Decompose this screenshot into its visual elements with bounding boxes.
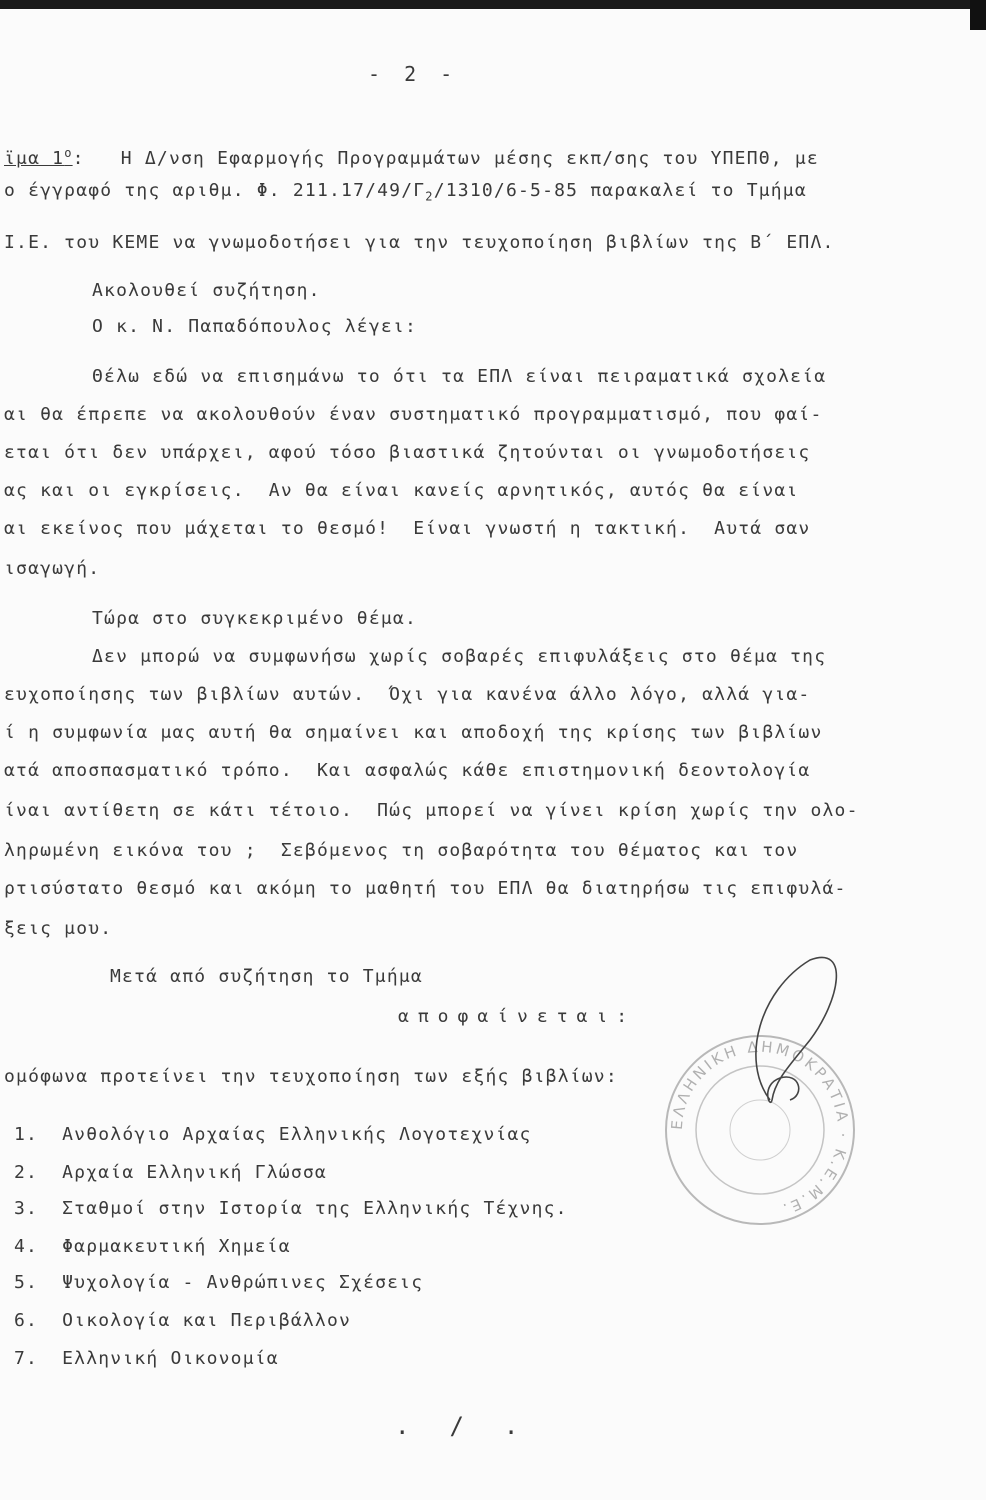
decision-decides: αποφαίνεται:	[398, 1006, 637, 1027]
speech-line: ξεις μου.	[4, 918, 113, 939]
book-item: 5. Ψυχολογία - Ανθρώπινες Σχέσεις	[14, 1272, 424, 1293]
page-number: - 2 -	[368, 62, 459, 86]
continuation-mark: ./.	[395, 1412, 559, 1440]
book-item: 7. Ελληνική Οικονομία	[14, 1348, 279, 1369]
book-item: 1. Ανθολόγιο Αρχαίας Ελληνικής Λογοτεχνίας	[14, 1124, 532, 1145]
speech-line: Τώρα στο συγκεκριμένο θέμα.	[92, 608, 417, 629]
book-item: 6. Οικολογία και Περιβάλλον	[14, 1310, 352, 1331]
speech-line: αι εκείνος που μάχεται το θεσμό! Είναι γνωστή η τακτική. Αυτά σαν	[4, 518, 811, 539]
scan-corner-mark	[970, 0, 986, 30]
speech-line: ατά αποσπασματικό τρόπο. Και ασφαλώς κάθε επιστημονική δεοντολογία	[4, 760, 811, 781]
discussion-follows: Ακολουθεί συζήτηση.	[92, 280, 321, 301]
speech-line: ισαγωγή.	[4, 558, 101, 579]
speech-line: εται ότι δεν υπάρχει, αφού τόσο βιαστικά ζητούνται οι γνωμοδοτήσεις	[4, 442, 811, 463]
intro-line-2: ο έγγραφό της αριθμ. Φ. $211.17/49/\Gamma_2/1310/6-5-85$ παρακαλεί το Τμήμα	[4, 180, 807, 204]
speaker-line: Ο κ. Ν. Παπαδόπουλος λέγει:	[92, 316, 417, 337]
speech-line: Δεν μπορώ να συμφωνήσω χωρίς σοβαρές επιφυλάξεις στο θέμα της	[92, 646, 827, 667]
speech-line: Θέλω εδώ να επισημάνω το ότι τα ΕΠΛ είναι πειραματικά σχολεία	[92, 366, 827, 387]
book-item: 4. Φαρμακευτική Χημεία	[14, 1236, 291, 1257]
speech-line: ας και οι εγκρίσεις. Αν θα είναι κανείς αρνητικός, αυτός θα είναι	[4, 480, 799, 501]
intro-line-3: Ι.Ε. του ΚΕΜΕ να γνωμοδοτήσει για την τευχοποίηση βιβλίων της Β΄ ΕΠΛ.	[4, 232, 835, 253]
scan-top-edge	[0, 0, 986, 9]
speech-line: αι θα έπρεπε να ακολουθούν έναν συστηματικό προγραμματισμό, που φαί-	[4, 404, 823, 425]
speech-line: ί η συμφωνία μας αυτή θα σημαίνει και αποδοχή της κρίσης των βιβλίων	[4, 722, 823, 743]
speech-line: ίναι αντίθετη σε κάτι τέτοιο. Πώς μπορεί να γίνει κρίση χωρίς την ολο-	[4, 800, 859, 821]
book-item: 2. Αρχαία Ελληνική Γλώσσα	[14, 1162, 327, 1183]
intro-line-1: ϊμα $1^o$: Η Δ/νση Εφαρμογής Προγραμμάτων μέσης εκπ/σης του ΥΠΕΠΘ, με	[4, 146, 819, 169]
speech-line: ληρωμένη εικόνα του ; Σεβόμενος τη σοβαρότητα του θέματος και τον	[4, 840, 799, 861]
stamp-text: ΕΛΛΗΝΙΚΗ ΔΗΜΟΚΡΑΤΙΑ · Κ.Ε.Μ.Ε.	[667, 1037, 853, 1220]
speech-line: ρτισύστατο θεσμό και ακόμη το μαθητή του ΕΠΛ θα διατηρήσω τις επιφυλά-	[4, 878, 847, 899]
book-item: 3. Σταθμοί στην Ιστορία της Ελληνικής Τέχνης.	[14, 1198, 568, 1219]
handwritten-signature	[730, 950, 850, 1120]
decision-after: Μετά από συζήτηση το Τμήμα	[110, 966, 423, 987]
item-label: ϊμα $1^o$	[4, 146, 73, 169]
speech-line: ευχοποίησης των βιβλίων αυτών. Όχι για κανένα άλλο λόγο, αλλά για-	[4, 684, 811, 705]
decision-proposes: ομόφωνα προτείνει την τευχοποίηση των εξής βιβλίων:	[4, 1066, 618, 1087]
